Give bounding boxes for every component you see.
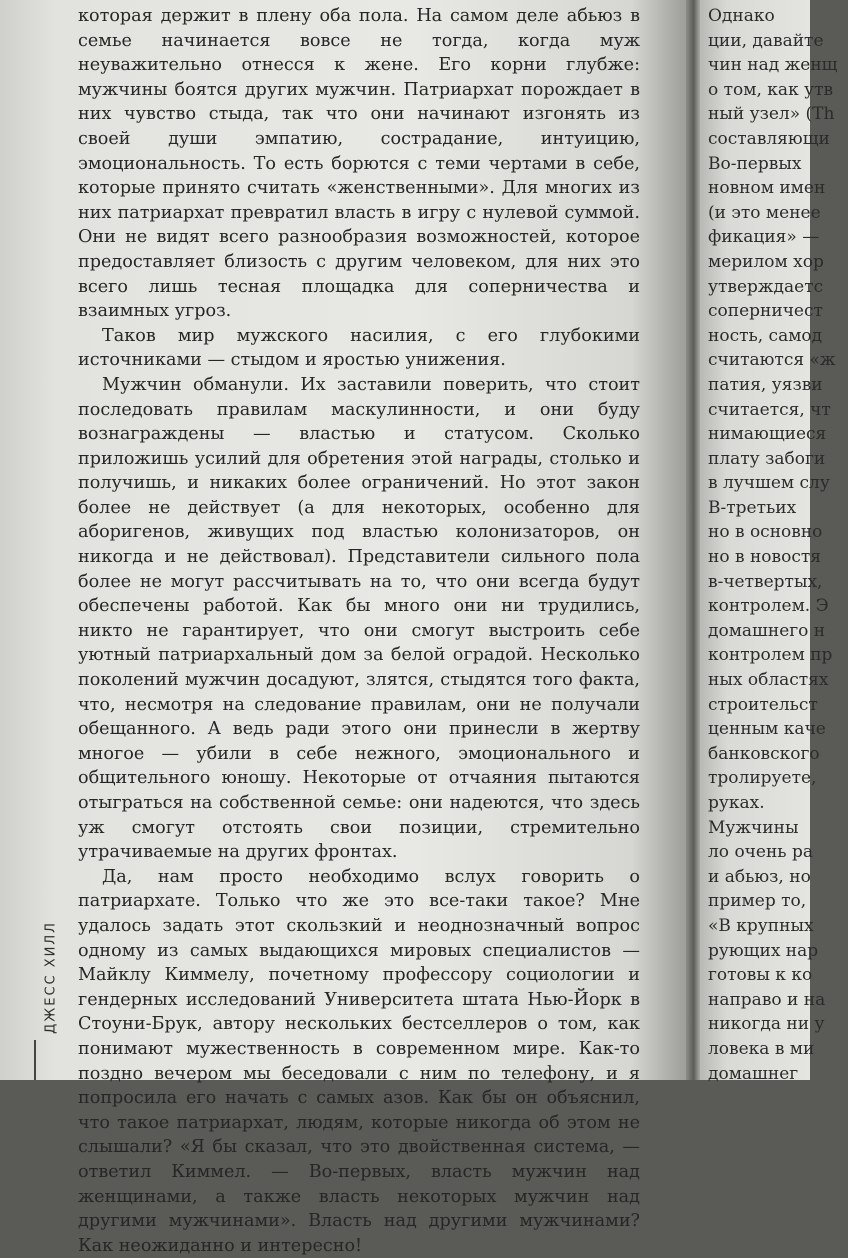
right-page-line: никогда ни у xyxy=(708,1014,825,1035)
right-page-line: новном имен xyxy=(708,178,826,199)
right-page-line: банковского xyxy=(708,743,820,764)
right-page-line: фикация» — xyxy=(708,227,820,248)
right-page-line: контролем пр xyxy=(708,645,833,666)
right-page-line: руках. xyxy=(708,793,765,813)
paragraph-2: Таков мир мужского насилия, с его глубокими источниками — стыдом и яростью унижения. xyxy=(78,325,640,371)
right-page-line: ценным каче xyxy=(708,719,826,740)
right-page-line: Во-первых xyxy=(708,153,802,174)
right-page-line: считается, чт xyxy=(708,399,831,420)
right-page-text xyxy=(708,4,848,1086)
right-page-line: домашнег xyxy=(708,1063,799,1084)
right-page-line: строительст xyxy=(708,694,818,715)
right-page-line: ность, самод xyxy=(708,325,823,346)
right-page-line: нимающиеся xyxy=(708,424,827,445)
paragraph-4: Да, нам просто необходимо вслух говорить о патриархате. Только что же это все-таки такое? Мне удалось задать этот скользкий и неоднозначный вопрос одному из самых выдающихся мировых специалистов — Майклу Киммелу, почетному профессору социологии и гендерных исследований Университета штата Нью-Йорк в Стоуни-Брук, автору нескольких бестселлеров о том, как понимают мужественность в современном мире. Как-то поздно вечером мы беседовали с ним по телефону, и я попросила его начать с самых азов. Как бы он объяснил, что такое патриархат, людям, которые никогда об этом не слышали? «Я бы сказал, что это двойственная система, — ответил Киммел. — Во-первых, власть мужчин над женщинами, а также власть некоторых мужчин над другими мужчинами». Власть над другими мужчинами? Как неожиданно и интересно! xyxy=(78,866,640,1256)
right-page-line: о том, как утв xyxy=(708,79,834,100)
right-page-line: патия, уязви xyxy=(708,374,823,395)
right-page-line: в-четвертых, xyxy=(708,571,823,592)
right-page-line: пример то, xyxy=(708,891,807,912)
paragraph-1: которая держит в плену оба пола. На самом деле абьюз в семье начинается вовсе не тогда, когда муж неуважительно отнесся к жене. Его корни глубже: мужчины боятся других мужчин. Патриархат порождает в них чувство стыда, так что они начинают изгонять из своей души эмпатию, сострадание, интуицию, эмоциональность. То есть борются с теми чертами в себе, которые принято считать «женственными». Для многих из них патриархат превратил власть в игру с нулевой суммой. Они не видят всего разнообразия возможностей, которое предоставляет близость с другим человеком, для них это всего лишь тесная площадка для соперничества и взаимных угроз. xyxy=(78,6,640,322)
right-page-line: тролируете, xyxy=(708,768,817,789)
right-page-line: чин над женщ xyxy=(708,55,838,76)
right-page-line: но в основно xyxy=(708,522,823,543)
right-page-line: мерилом хор xyxy=(708,251,824,272)
right-page-line: утверждаетс xyxy=(708,276,824,297)
book-gutter xyxy=(686,0,700,1080)
right-page-line: считаются «ж xyxy=(708,350,836,371)
right-page-line: составляющи xyxy=(708,128,830,149)
right-page-line: готовы к ко xyxy=(708,965,813,986)
right-page-line: (и это менее xyxy=(708,202,821,223)
right-page-line: Однако xyxy=(708,6,775,26)
right-page-line: ло очень ра xyxy=(708,842,813,863)
left-page-text xyxy=(78,4,640,1258)
right-page-line: в лучшем слу xyxy=(708,473,830,494)
right-page-line: рующих нар xyxy=(708,940,819,961)
right-page-line: «В крупных xyxy=(708,915,814,936)
right-page-line: домашнего н xyxy=(708,620,826,641)
right-page-line: ный узел» (Th xyxy=(708,104,835,125)
right-page xyxy=(700,0,838,1084)
right-page-line: ных областях xyxy=(708,670,829,691)
right-page-line: но в новостя xyxy=(708,547,821,568)
running-head-rule xyxy=(34,1040,36,1080)
right-page-line: направо и на xyxy=(708,989,826,1010)
right-page-line: ции, давайте xyxy=(708,30,824,51)
running-head-author: ДЖЕСС ХИЛЛ xyxy=(43,921,59,1034)
right-page-line: плату забоги xyxy=(708,448,826,469)
paragraph-3: Мужчин обманули. Их заставили поверить, что стоит последовать правилам маскулинности, и они буду вознаграждены — властью и статусом. Сколько приложишь усилий для обретения этой награды, столько и получишь, и никаких более ограничений. Но этот закон более не действует (а для некоторых, особенно для аборигенов, живущих под властью колонизаторов, он никогда и не действовал). Представители сильного пола более не могут рассчитывать на то, что они всегда будут обеспечены работой. Как бы много они ни трудились, никто не гарантирует, что они смогут выстроить себе уютный патриархальный дом за белой оградой. Несколько поколений мужчин досадуют, злятся, стыдятся того факта, что, несмотря на следование правилам, они не получали обещанного. А ведь ради этого они принесли в жертву многое — убили в себе нежного, эмоционального и общительного юношу. Некоторые от отчаяния пытаются отыграться на собственной семье: они надеются, что здесь уж смогут отстоять свои позиции, стремительно утрачиваемые на других фронтах. xyxy=(78,374,640,863)
right-page-line: соперничест xyxy=(708,301,823,322)
right-page-line: Мужчины xyxy=(708,817,799,838)
right-page-line: В-третьих xyxy=(708,497,797,518)
right-page-line: и абьюз, но xyxy=(708,866,811,887)
right-page-line: контролем. Э xyxy=(708,596,829,617)
right-page-line: ловека в ми xyxy=(708,1038,815,1059)
